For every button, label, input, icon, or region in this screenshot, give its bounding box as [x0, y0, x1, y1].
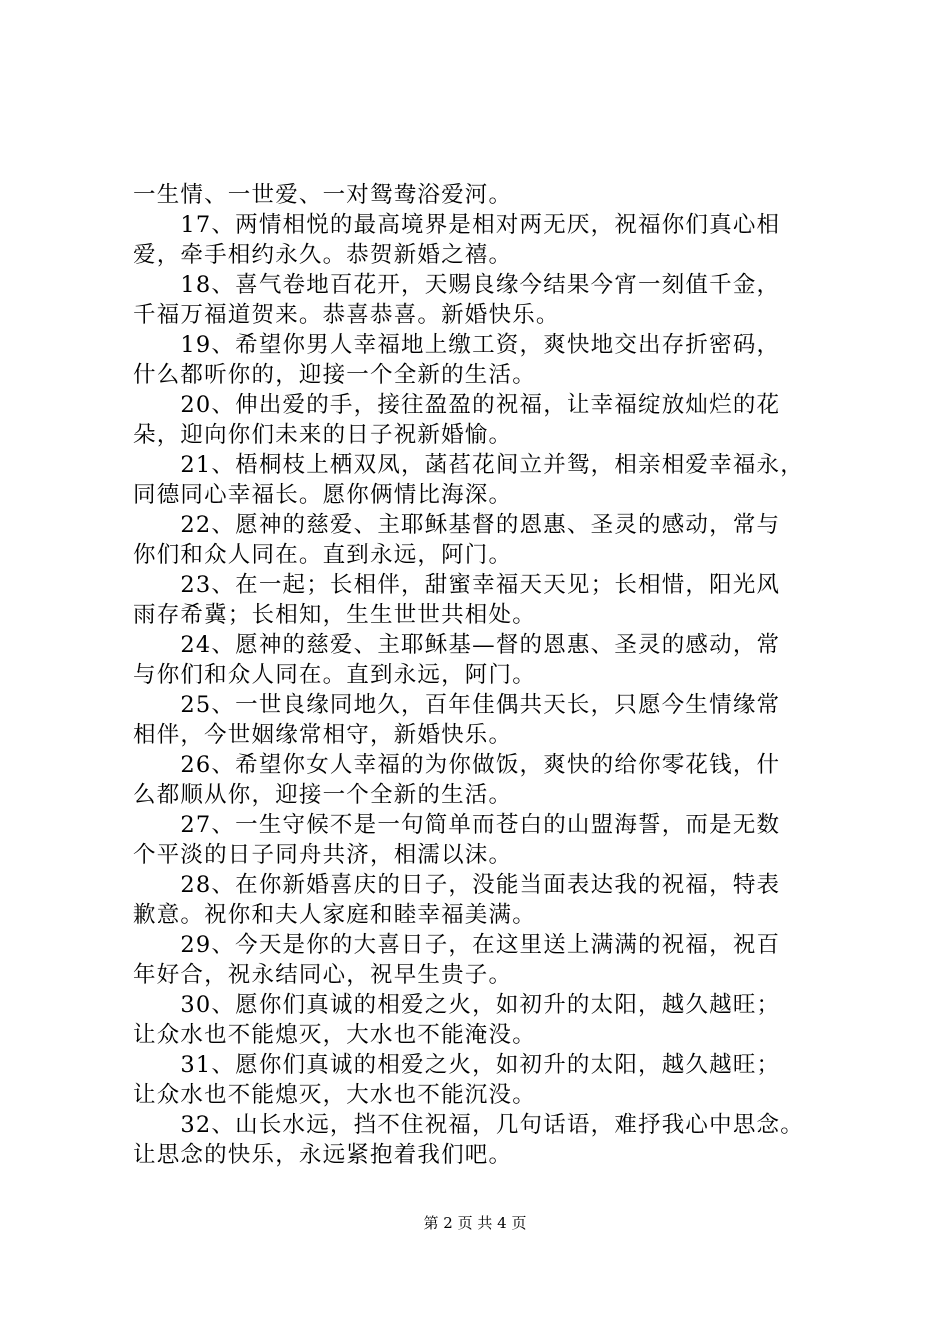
page-number-footer: 第 2 页 共 4 页	[423, 1214, 527, 1232]
text-line: 17、两情相悦的最高境界是相对两无厌，祝福你们真心相	[133, 212, 781, 238]
text-line: 31、愿你们真诚的相爱之火，如初升的太阳，越久越旺；	[133, 1052, 781, 1078]
text-line: 32、山长水远，挡不住祝福，几句话语，难抒我心中思念。	[133, 1112, 804, 1138]
text-line: 让思念的快乐，永远紧抱着我们吧。	[133, 1142, 513, 1168]
text-line: 雨存希冀；长相知，生生世世共相处。	[133, 602, 536, 628]
text-line: 20、伸出爱的手，接往盈盈的祝福，让幸福绽放灿烂的花	[133, 392, 781, 418]
text-line: 21、梧桐枝上栖双凤，菡萏花间立并鸳，相亲相爱幸福永，	[133, 452, 804, 478]
text-line: 18、喜气卷地百花开，天赐良缘今结果今宵一刻值千金，	[133, 272, 781, 298]
text-line: 什么都听你的，迎接一个全新的生活。	[133, 362, 536, 388]
text-line: 个平淡的日子同舟共济，相濡以沫。	[133, 842, 513, 868]
text-line: 爱，牵手相约永久。恭贺新婚之禧。	[133, 242, 513, 268]
text-line: 同德同心幸福长。愿你俩情比海深。	[133, 482, 513, 508]
text-line: 23、在一起；长相伴，甜蜜幸福天天见；长相惜，阳光风	[133, 572, 781, 598]
text-line: 让众水也不能熄灭，大水也不能沉没。	[133, 1082, 536, 1108]
text-line: 30、愿你们真诚的相爱之火，如初升的太阳，越久越旺；	[133, 992, 781, 1018]
text-line: 28、在你新婚喜庆的日子，没能当面表达我的祝福，特表	[133, 872, 781, 898]
text-line: 与你们和众人同在。直到永远，阿门。	[133, 662, 536, 688]
text-line: 27、一生守候不是一句简单而苍白的山盟海誓，而是无数	[133, 812, 781, 838]
text-line: 相伴，今世姻缘常相守，新婚快乐。	[133, 722, 513, 748]
text-line: 22、愿神的慈爱、主耶稣基督的恩惠、圣灵的感动，常与	[133, 512, 781, 538]
text-line: 24、愿神的慈爱、主耶稣基—督的恩惠、圣灵的感动，常	[133, 632, 781, 658]
text-line: 千福万福道贺来。恭喜恭喜。新婚快乐。	[133, 302, 560, 328]
text-line: 让众水也不能熄灭，大水也不能淹没。	[133, 1022, 536, 1048]
text-line: 29、今天是你的大喜日子，在这里送上满满的祝福，祝百	[133, 932, 781, 958]
text-line: 么都顺从你，迎接一个全新的生活。	[133, 782, 513, 808]
text-line: 朵，迎向你们未来的日子祝新婚愉。	[133, 422, 513, 448]
text-line: 歉意。祝你和夫人家庭和睦幸福美满。	[133, 902, 536, 928]
text-line: 19、希望你男人幸福地上缴工资，爽快地交出存折密码，	[133, 332, 781, 358]
text-line: 26、希望你女人幸福的为你做饭，爽快的给你零花钱，什	[133, 752, 781, 778]
text-line: 一生情、一世爱、一对鸳鸯浴爱河。	[133, 182, 513, 208]
text-line: 你们和众人同在。直到永远，阿门。	[133, 542, 513, 568]
text-line: 年好合，祝永结同心，祝早生贵子。	[133, 962, 513, 988]
text-line: 25、一世良缘同地久，百年佳偶共天长，只愿今生情缘常	[133, 692, 781, 718]
